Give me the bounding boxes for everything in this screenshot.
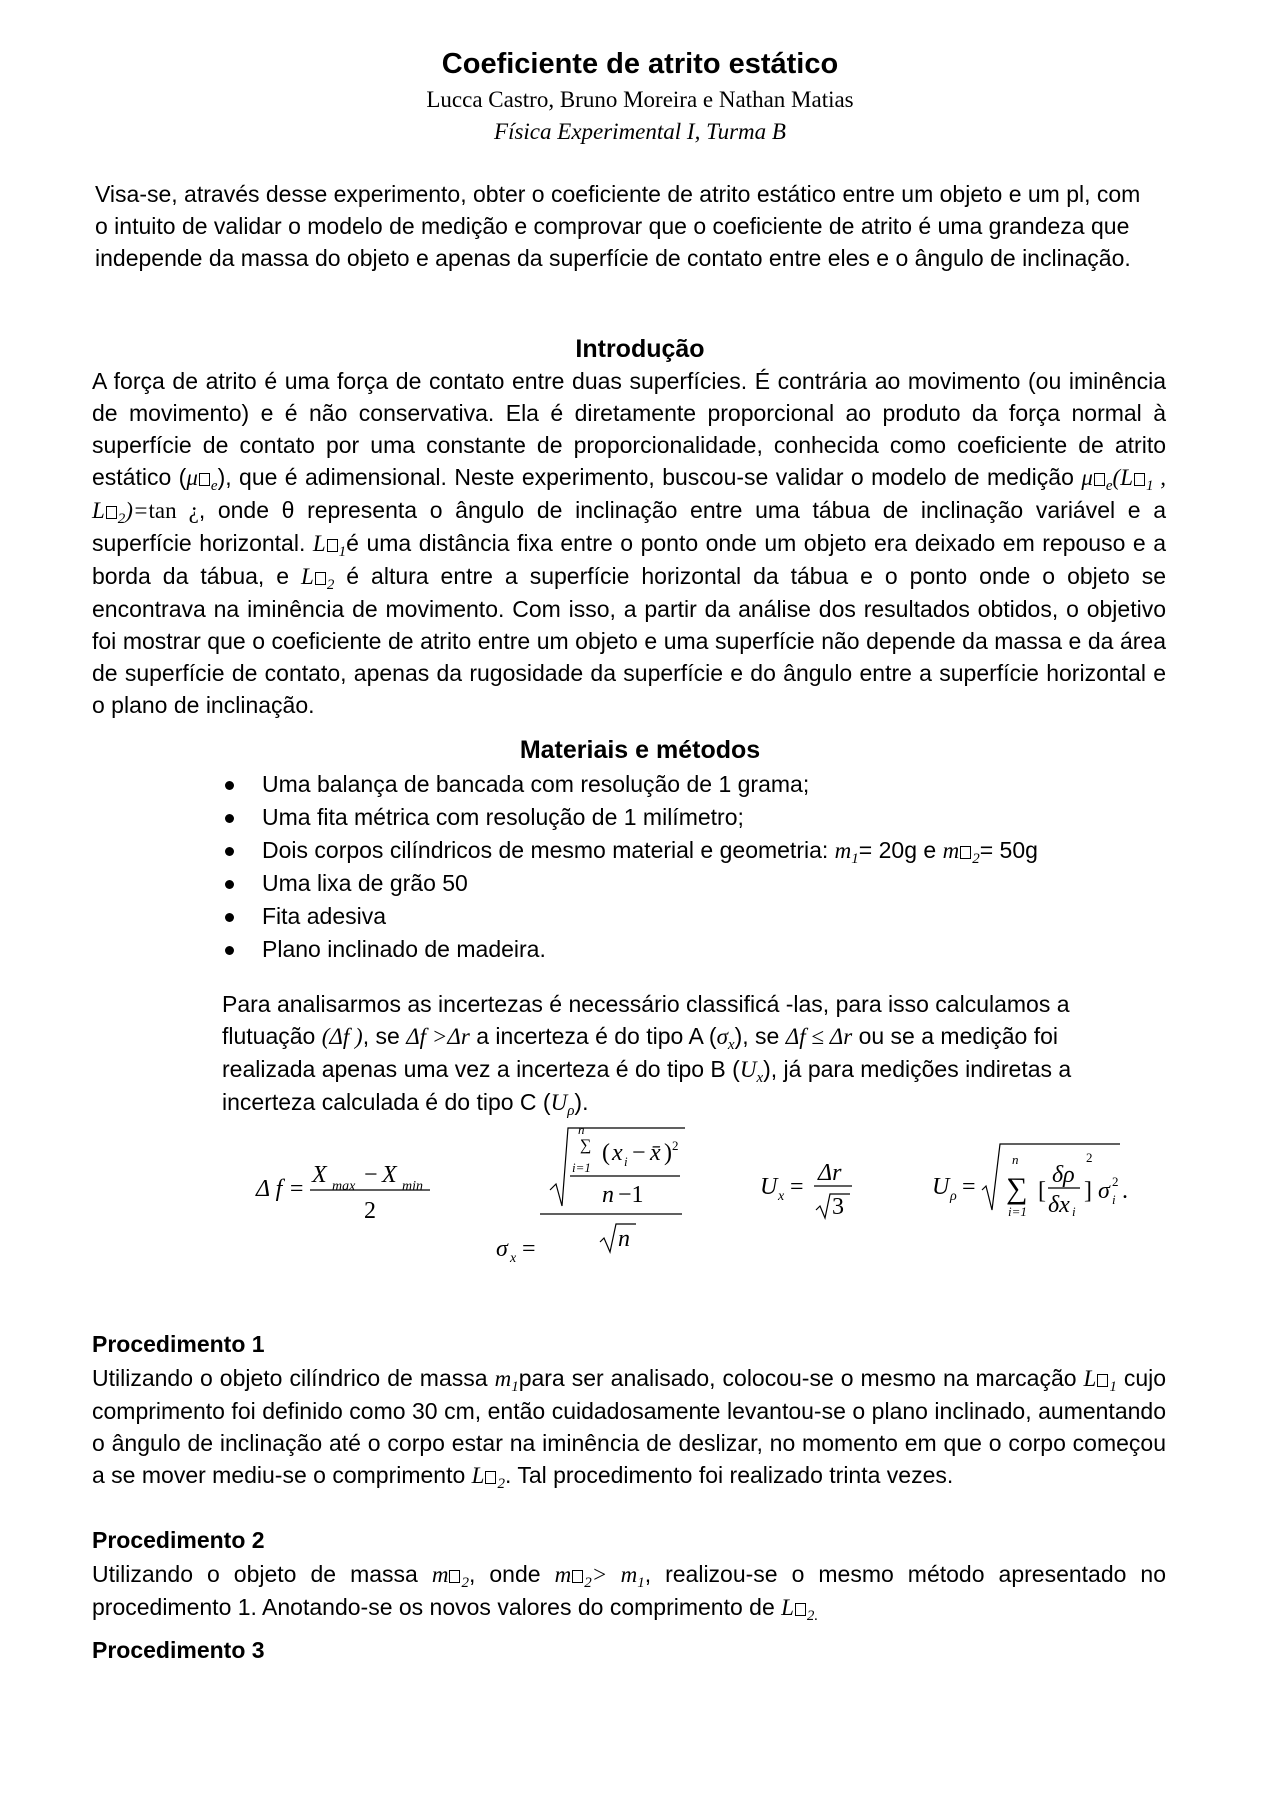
svg-text:n: n: [618, 1226, 630, 1252]
list-item: Uma fita métrica com resolução de 1 milímetro;: [222, 801, 1038, 834]
authors: Lucca Castro, Bruno Moreira e Nathan Matias: [426, 87, 854, 112]
svg-text:2: 2: [672, 1138, 679, 1153]
svg-text:∑: ∑: [580, 1137, 592, 1154]
intro-text-1: A força de atrito é uma força de contato entre duas superfícies. É contrária ao movimento (ou iminência de movimento) e é não conservativa. Ela é diretamente proporcional ao produto da força normal à superfície de contato por uma constante de proporcionalidade, conhecida como coeficiente de atrito estático (: [92, 368, 1166, 490]
svg-text:n: n: [578, 1122, 585, 1137]
intro-text-2: ), que é adimensional. Neste experimento, buscou-se validar o modelo de medição: [217, 464, 1074, 490]
svg-text:]: ]: [1084, 1178, 1092, 1204]
intro-heading: Introdução: [575, 335, 705, 363]
svg-text:δx: δx: [1048, 1192, 1070, 1218]
intro-text-3: , onde θ representa o ângulo de inclinação entre uma tábua de inclinação variável e a superfície horizontal.: [92, 497, 1166, 556]
list-item: Plano inclinado de madeira.: [222, 933, 1038, 966]
svg-text:=: =: [522, 1236, 536, 1262]
svg-text:U: U: [760, 1174, 778, 1200]
u-x-formula: [760, 1160, 852, 1220]
svg-text:2: 2: [1086, 1150, 1093, 1165]
svg-text:σ: σ: [1098, 1178, 1110, 1204]
procedure-2-text: Utilizando o objeto de massa m $_2$, onde m $_2> m_1$, realizou-se o mesmo método apresentado no procedimento 1. Anotando-se os novos valores do comprimento de L $_{2.}$: [92, 1561, 1167, 1624]
procedure-1-title: Procedimento 1: [92, 1331, 265, 1357]
svg-text:−: −: [364, 1162, 378, 1188]
svg-text:X: X: [382, 1162, 397, 1188]
svg-text:−1: −1: [618, 1182, 644, 1208]
intro-text-5: é altura entre a superfície horizontal da tábua e o ponto onde o objeto se encontrava na iminência de movimento. Com isso, a partir da análise dos resultados obtidos, o objetivo foi mostrar que o coeficiente de atrito entre um objeto e uma superfície não depende da massa e da área de superfície de contato, apenas da rugosidade da superfície e do ângulo entre a superfície horizontal e o plano de inclinação.: [92, 563, 1166, 718]
svg-text:2: 2: [1112, 1174, 1119, 1189]
procedure-2-title: Procedimento 2: [92, 1527, 265, 1553]
page-title: Coeficiente de atrito estático: [441, 48, 839, 80]
abstract-text: Visa-se, através desse experimento, obter o coeficiente de atrito estático entre um objeto e um pl, com o intuito de validar o modelo de medição e comprovar que o coeficiente de atrito é uma grandeza que independe da massa do objeto e apenas da superfície de contato entre eles e o ângulo de inclinação.: [95, 181, 1141, 271]
model-formula: μ $_e$(L $_1$ , L $_2$)=: [92, 465, 1167, 527]
course-info: Física Experimental I, Turma B: [494, 119, 786, 144]
tan-text: tan ¿: [148, 498, 199, 523]
svg-text:i=1: i=1: [1008, 1204, 1027, 1219]
svg-text:∑: ∑: [1006, 1172, 1028, 1205]
intro-text-4: é uma distância fixa entre o ponto onde um objeto era deixado em repouso e a borda da tábua, e: [92, 530, 1167, 589]
svg-text:i=1: i=1: [572, 1160, 591, 1175]
svg-text:Δ f =: Δ f =: [256, 1176, 305, 1202]
svg-text:n: n: [1012, 1152, 1019, 1167]
uncertainty-paragraph: Para analisarmos as incertezas é necessário classificá -las, para isso calculamos a flutuação (Δf ), se Δf >Δr a incerteza é do tipo A $(\sigma_x)$, se Δf ≤ Δr ou se a medição foi realizada apenas uma vez a incerteza é do tipo B $(U_x)$, já para medições indiretas a incerteza calculada é do tipo C $(U_\rho)$.: [222, 991, 1072, 1119]
svg-text:(: (: [602, 1140, 610, 1166]
abstract: [95, 178, 1155, 274]
svg-text:min: min: [402, 1179, 423, 1194]
svg-text:x: x: [510, 1251, 517, 1266]
materials-heading: Materiais e métodos: [519, 736, 761, 764]
procedure-1-text: Utilizando o objeto cilíndrico de massa $m_1para$ ser analisado, colocou-se o mesmo na marcação L $_1$ cujo comprimento foi definido como 30 cm, então cuidadosamente levantou-se o plano inclinado, aumentando o ângulo de inclinação até o corpo estar na iminência de deslizar, no momento em que o corpo começou a se mover mediu-se o comprimento L $_2$. Tal procedimento foi realizado trinta vezes.: [92, 1365, 1167, 1492]
list-item: Fita adesiva: [222, 900, 1038, 933]
svg-text:Δr: Δr: [818, 1160, 842, 1186]
materials-list: [222, 768, 1038, 966]
svg-text:x: x: [612, 1140, 623, 1166]
list-item: Uma balança de bancada com resolução de 1 grama;: [222, 768, 1038, 801]
intro-paragraph: A força de atrito é uma força de contato entre duas superfícies. É contrária ao movimento (ou iminência de movimento) e é não conservativa. Ela é diretamente proporcional ao produto da força normal à superfície de contato por uma constante de proporcionalidade, conhecida como coeficiente de atrito estático (μ $_e$), que é adimensional. Neste experimento, buscou-se validar o modelo de medição μ $_e$(L $_1$ , L $_2$)=tan ¿, onde θ representa o ângulo de inclinação entre uma tábua de inclinação variável e a superfície horizontal. L $_1$é uma distância fixa entre o ponto onde um objeto era deixado em repouso e a borda da tábua, e L $_2$ é altura entre a superfície horizontal da tábua e o ponto onde o objeto se encontrava na iminência de movimento. Com isso, a partir da análise dos resultados obtidos, o objetivo foi mostrar que o coeficiente de atrito entre um objeto e uma superfície não depende da massa e da área de superfície de contato, apenas da rugosidade da superfície e do ângulo entre a superfície horizontal e o plano de inclinação.: [92, 368, 1167, 718]
u-rho-formula: [932, 1144, 1128, 1219]
svg-text:=: =: [790, 1174, 804, 1200]
svg-text:ρ: ρ: [950, 1189, 957, 1204]
list-item: Uma lixa de grão 50: [222, 867, 1038, 900]
svg-text:x: x: [778, 1189, 785, 1204]
uncertainty-formulas: [240, 1120, 1140, 1280]
svg-text:n: n: [602, 1182, 614, 1208]
svg-text:i: i: [1072, 1204, 1076, 1219]
svg-text:[: [: [1038, 1178, 1046, 1204]
svg-text:=: =: [962, 1174, 976, 1200]
svg-text:2: 2: [364, 1198, 376, 1224]
delta-f-formula: [255, 1162, 430, 1224]
svg-text:i: i: [1112, 1192, 1116, 1207]
svg-text:i: i: [624, 1154, 628, 1169]
svg-text:max: max: [332, 1179, 356, 1194]
formula-figure: [240, 1120, 1140, 1280]
procedure-3-title: Procedimento 3: [92, 1637, 265, 1663]
svg-text:U: U: [932, 1174, 950, 1200]
svg-text:δρ: δρ: [1052, 1162, 1075, 1188]
sigma-x-formula: [496, 1122, 685, 1266]
svg-text:): ): [664, 1140, 672, 1166]
list-item: Dois corpos cilíndricos de mesmo material e geometria: $m_1= 20g$ e m $_2$= 50g: [222, 834, 1038, 867]
svg-text:.: .: [1122, 1178, 1128, 1204]
svg-text:X: X: [312, 1162, 327, 1188]
svg-text:x̄: x̄: [650, 1140, 661, 1166]
svg-text:−: −: [632, 1140, 646, 1166]
svg-text:3: 3: [832, 1194, 844, 1220]
svg-text:σ: σ: [496, 1236, 508, 1262]
placeholder-box-icon: [199, 473, 210, 486]
mu-symbol: μ: [186, 465, 198, 490]
